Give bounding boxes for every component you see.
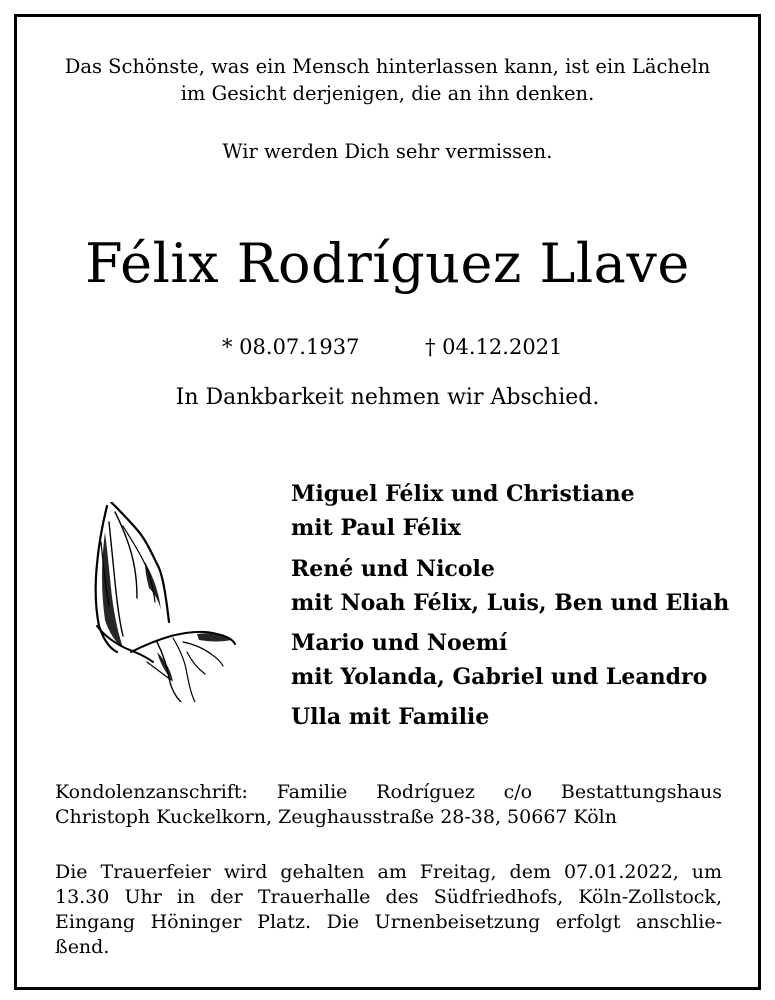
quote-line-1: Das Schönste, was ein Mensch hinterlassen kann, ist ein Lächeln: [64, 55, 711, 78]
funeral-line-2: 13.30 Uhr in der Trauerhalle des Südfriedhofs, Köln-Zollstock,: [55, 886, 722, 908]
praying-hands-icon: [87, 502, 237, 702]
funeral-info: [55, 860, 722, 960]
quote-line-2: im Gesicht derjenigen, die an ihn denken.: [180, 82, 595, 105]
condolence-line-2: Christoph Kuckelkorn, Zeughausstraße 28-38, 50667 Köln: [55, 806, 617, 828]
family-line: Miguel Félix und Christiane: [291, 481, 635, 507]
condolence-line-1: Kondolenzanschrift: Familie Rodríguez c/o Bestattungshaus: [55, 781, 722, 803]
birth-date: * 08.07.1937: [222, 335, 360, 359]
funeral-line-3: Eingang Höninger Platz. Die Urnenbeisetzung erfolgt anschlie-: [55, 911, 722, 933]
funeral-line-1: Die Trauerfeier wird gehalten am Freitag, dem 07.01.2022, um: [55, 861, 722, 883]
family-line: mit Paul Félix: [291, 515, 461, 541]
family-line: mit Noah Félix, Luis, Ben und Eliah: [291, 590, 730, 616]
deceased-name: Félix Rodríguez Llave: [85, 232, 690, 295]
obituary-frame: [14, 14, 761, 990]
family-line: mit Yolanda, Gabriel und Leandro: [291, 664, 708, 690]
family-line: René und Nicole: [291, 556, 495, 582]
condolence-address: [55, 780, 722, 830]
farewell-text: In Dankbarkeit nehmen wir Abschied.: [175, 385, 600, 410]
funeral-line-4: ßend.: [55, 936, 110, 958]
death-date: † 04.12.2021: [425, 335, 563, 359]
family-line: Ulla mit Familie: [291, 704, 490, 730]
quote-line-3: Wir werden Dich sehr vermissen.: [222, 140, 553, 163]
family-line: Mario und Noemí: [291, 630, 508, 656]
